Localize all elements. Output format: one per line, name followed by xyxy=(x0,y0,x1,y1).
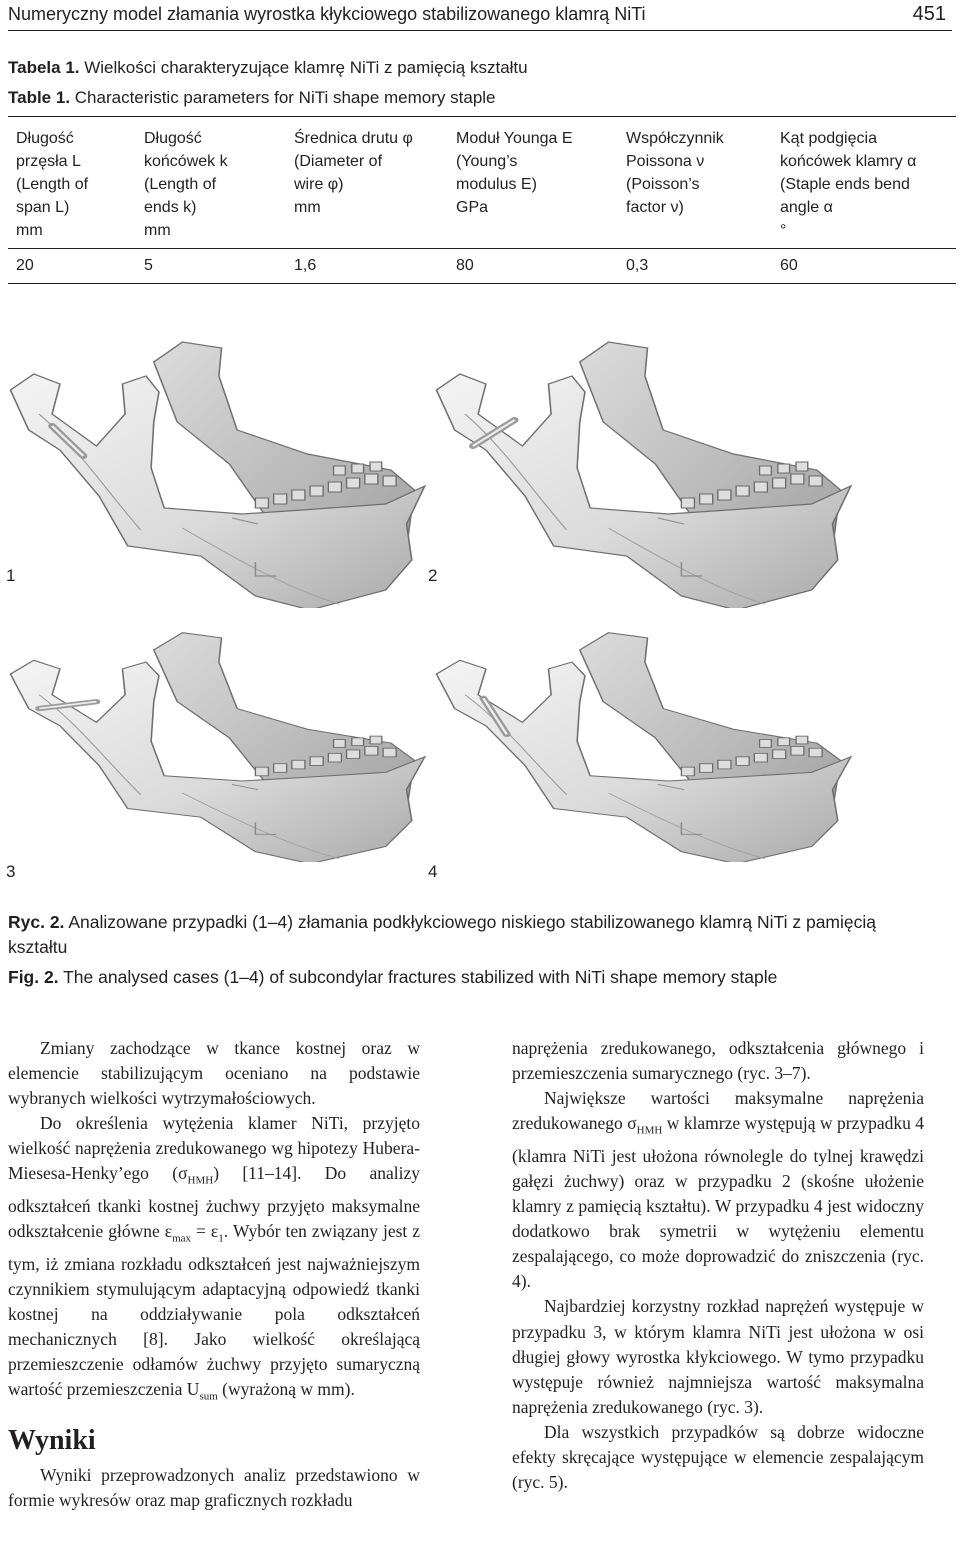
paragraph: Wyniki przeprowadzonych analiz przedstawiono w formie wykresów oraz map graficznych rozkładu xyxy=(8,1464,420,1510)
figure-label-2: 2 xyxy=(428,566,438,585)
figure-caption-pl-text: Analizowane przypadki (1–4) złamania podkłykciowego niskiego stabilizowanego klamrą NiTi z pamięcią kształtu xyxy=(8,912,876,957)
header-wire-diameter: Średnica drutu φ (Diameter of wire φ) mm xyxy=(286,117,448,249)
paragraph: Do określenia wytężenia klamer NiTi, przyjęto wielkość naprężenia zredukowanego wg hipotezy Hubera-Miesesa-Henky’ego $(\sigma_{HMH})$ [11–14]. Do analizy odkształceń tkanki kostnej żuchwy przyjęto maksymalne odkształcenie główne $\varepsilon_{max} = \varepsilon_1$. Wybór ten związany jest z tym, iż zmiana rozkładu odkształceń jest najważniejszym czynnikiem stymulującym adaptacyjną odpowiedź tkanki kostnej na oddziaływanie pola odkształceń mechanicznych [8]. Jako wielkość określającą przemieszczenie odłamów żuchwy przyjęto sumaryczną wartość przemieszczenia $U_{sum}$ (wyrażoną w mm). xyxy=(8,1113,421,1403)
page-number: 451 xyxy=(912,3,946,25)
figure-caption-en-label: Fig. 2. xyxy=(8,967,59,987)
table-caption-en-text: Characteristic parameters for NiTi shape memory staple xyxy=(70,88,496,107)
mandible-model-illustration xyxy=(426,318,856,608)
paragraph: Zmiany zachodzące w tkance kostnej oraz w elemencie stabilizującym oceniano na podstawie wybranych wielkości wytrzymałościowych. xyxy=(8,1038,420,1109)
table-cell: 0,3 xyxy=(618,249,772,284)
section-heading: Wyniki xyxy=(8,1424,96,1456)
paragraph: Dla wszystkich przypadków są dobrze widoczne efekty skręcające występujące w elemencie zespalającym (ryc. 5). xyxy=(512,1421,924,1493)
table-caption-pl xyxy=(8,58,528,78)
figure-label-4: 4 xyxy=(428,862,438,881)
figure-caption-en-text: The analysed cases (1–4) of subcondylar fractures stabilized with NiTi shape memory staple xyxy=(58,967,778,987)
figure-case-1 xyxy=(0,318,430,608)
header-ends-length: Długość końcówek k (Length of ends k) mm xyxy=(136,117,286,249)
header-young-modulus: Moduł Younga E (Young’s modulus E) GPa xyxy=(448,117,618,249)
paragraph: Największe wartości maksymalne naprężenia zredukowanego $\sigma_{HMH}$ w klamrze występują w przypadku 4 (klamra NiTi jest ułożona równolegle do tylnej krawędzi gałęzi żuchwy) oraz w przypadku 2 (skośne ułożenie klamry z pamięcią kształtu). W przypadku 4 jest widoczny dodatkowo brak symetrii w wytężeniu elementu zespalającego, co może doprowadzić do zniszczenia (ryc. 4). xyxy=(512,1088,925,1292)
table-cell: 20 xyxy=(8,249,136,284)
parameter-table xyxy=(8,116,956,284)
running-title: Numeryczny model złamania wyrostka kłykciowego stabilizowanego klamrą NiTi xyxy=(8,4,646,24)
table-row xyxy=(8,249,956,284)
table-header-row xyxy=(8,117,956,249)
table-label-en: Table 1. xyxy=(8,88,71,107)
table-cell: 1,6 xyxy=(286,249,448,284)
table-caption-en xyxy=(8,88,496,108)
header-span-length: Długość przęsła L (Length of span L) mm xyxy=(8,117,136,249)
header-poisson-factor: Współczynnik Poissona ν (Poisson’s factor ν) xyxy=(618,117,772,249)
table-cell: 60 xyxy=(772,249,956,284)
table-cell: 5 xyxy=(136,249,286,284)
mandible-model-illustration xyxy=(426,612,856,862)
mandible-model-illustration xyxy=(0,612,430,862)
header-bend-angle: Kąt podgięcia końcówek klamry α (Staple ends bend angle α ° xyxy=(772,117,956,249)
table-caption-pl-text: Wielkości charakteryzujące klamrę NiTi z pamięcią kształtu xyxy=(79,58,528,77)
running-header xyxy=(8,0,952,31)
figure-label-3: 3 xyxy=(6,862,16,881)
mandible-model-illustration xyxy=(0,318,430,608)
figure-caption-pl-label: Ryc. 2. xyxy=(8,912,65,932)
table-label-pl: Tabela 1. xyxy=(8,58,80,77)
table-cell: 80 xyxy=(448,249,618,284)
left-column xyxy=(8,1036,420,1513)
figure-case-4 xyxy=(426,612,856,862)
figure-case-3 xyxy=(0,612,430,862)
figure-caption-en xyxy=(8,965,908,990)
figure-case-2 xyxy=(426,318,856,608)
right-column xyxy=(512,1036,924,1495)
figure-label-1: 1 xyxy=(6,566,16,585)
figure-caption-pl xyxy=(8,910,908,960)
paragraph: naprężenia zredukowanego, odkształcenia głównego i przemieszczenia sumarycznego (ryc. 3–7). xyxy=(512,1038,924,1084)
paragraph: Najbardziej korzystny rozkład naprężeń występuje w przypadku 3, w którym klamra NiTi jest ułożona w osi długiej głowy wyrostka kłykciowego. W tymo przypadku występuje również najmniejsza wartość maksymalna naprężenia zredukowanego (ryc. 3). xyxy=(512,1296,924,1417)
